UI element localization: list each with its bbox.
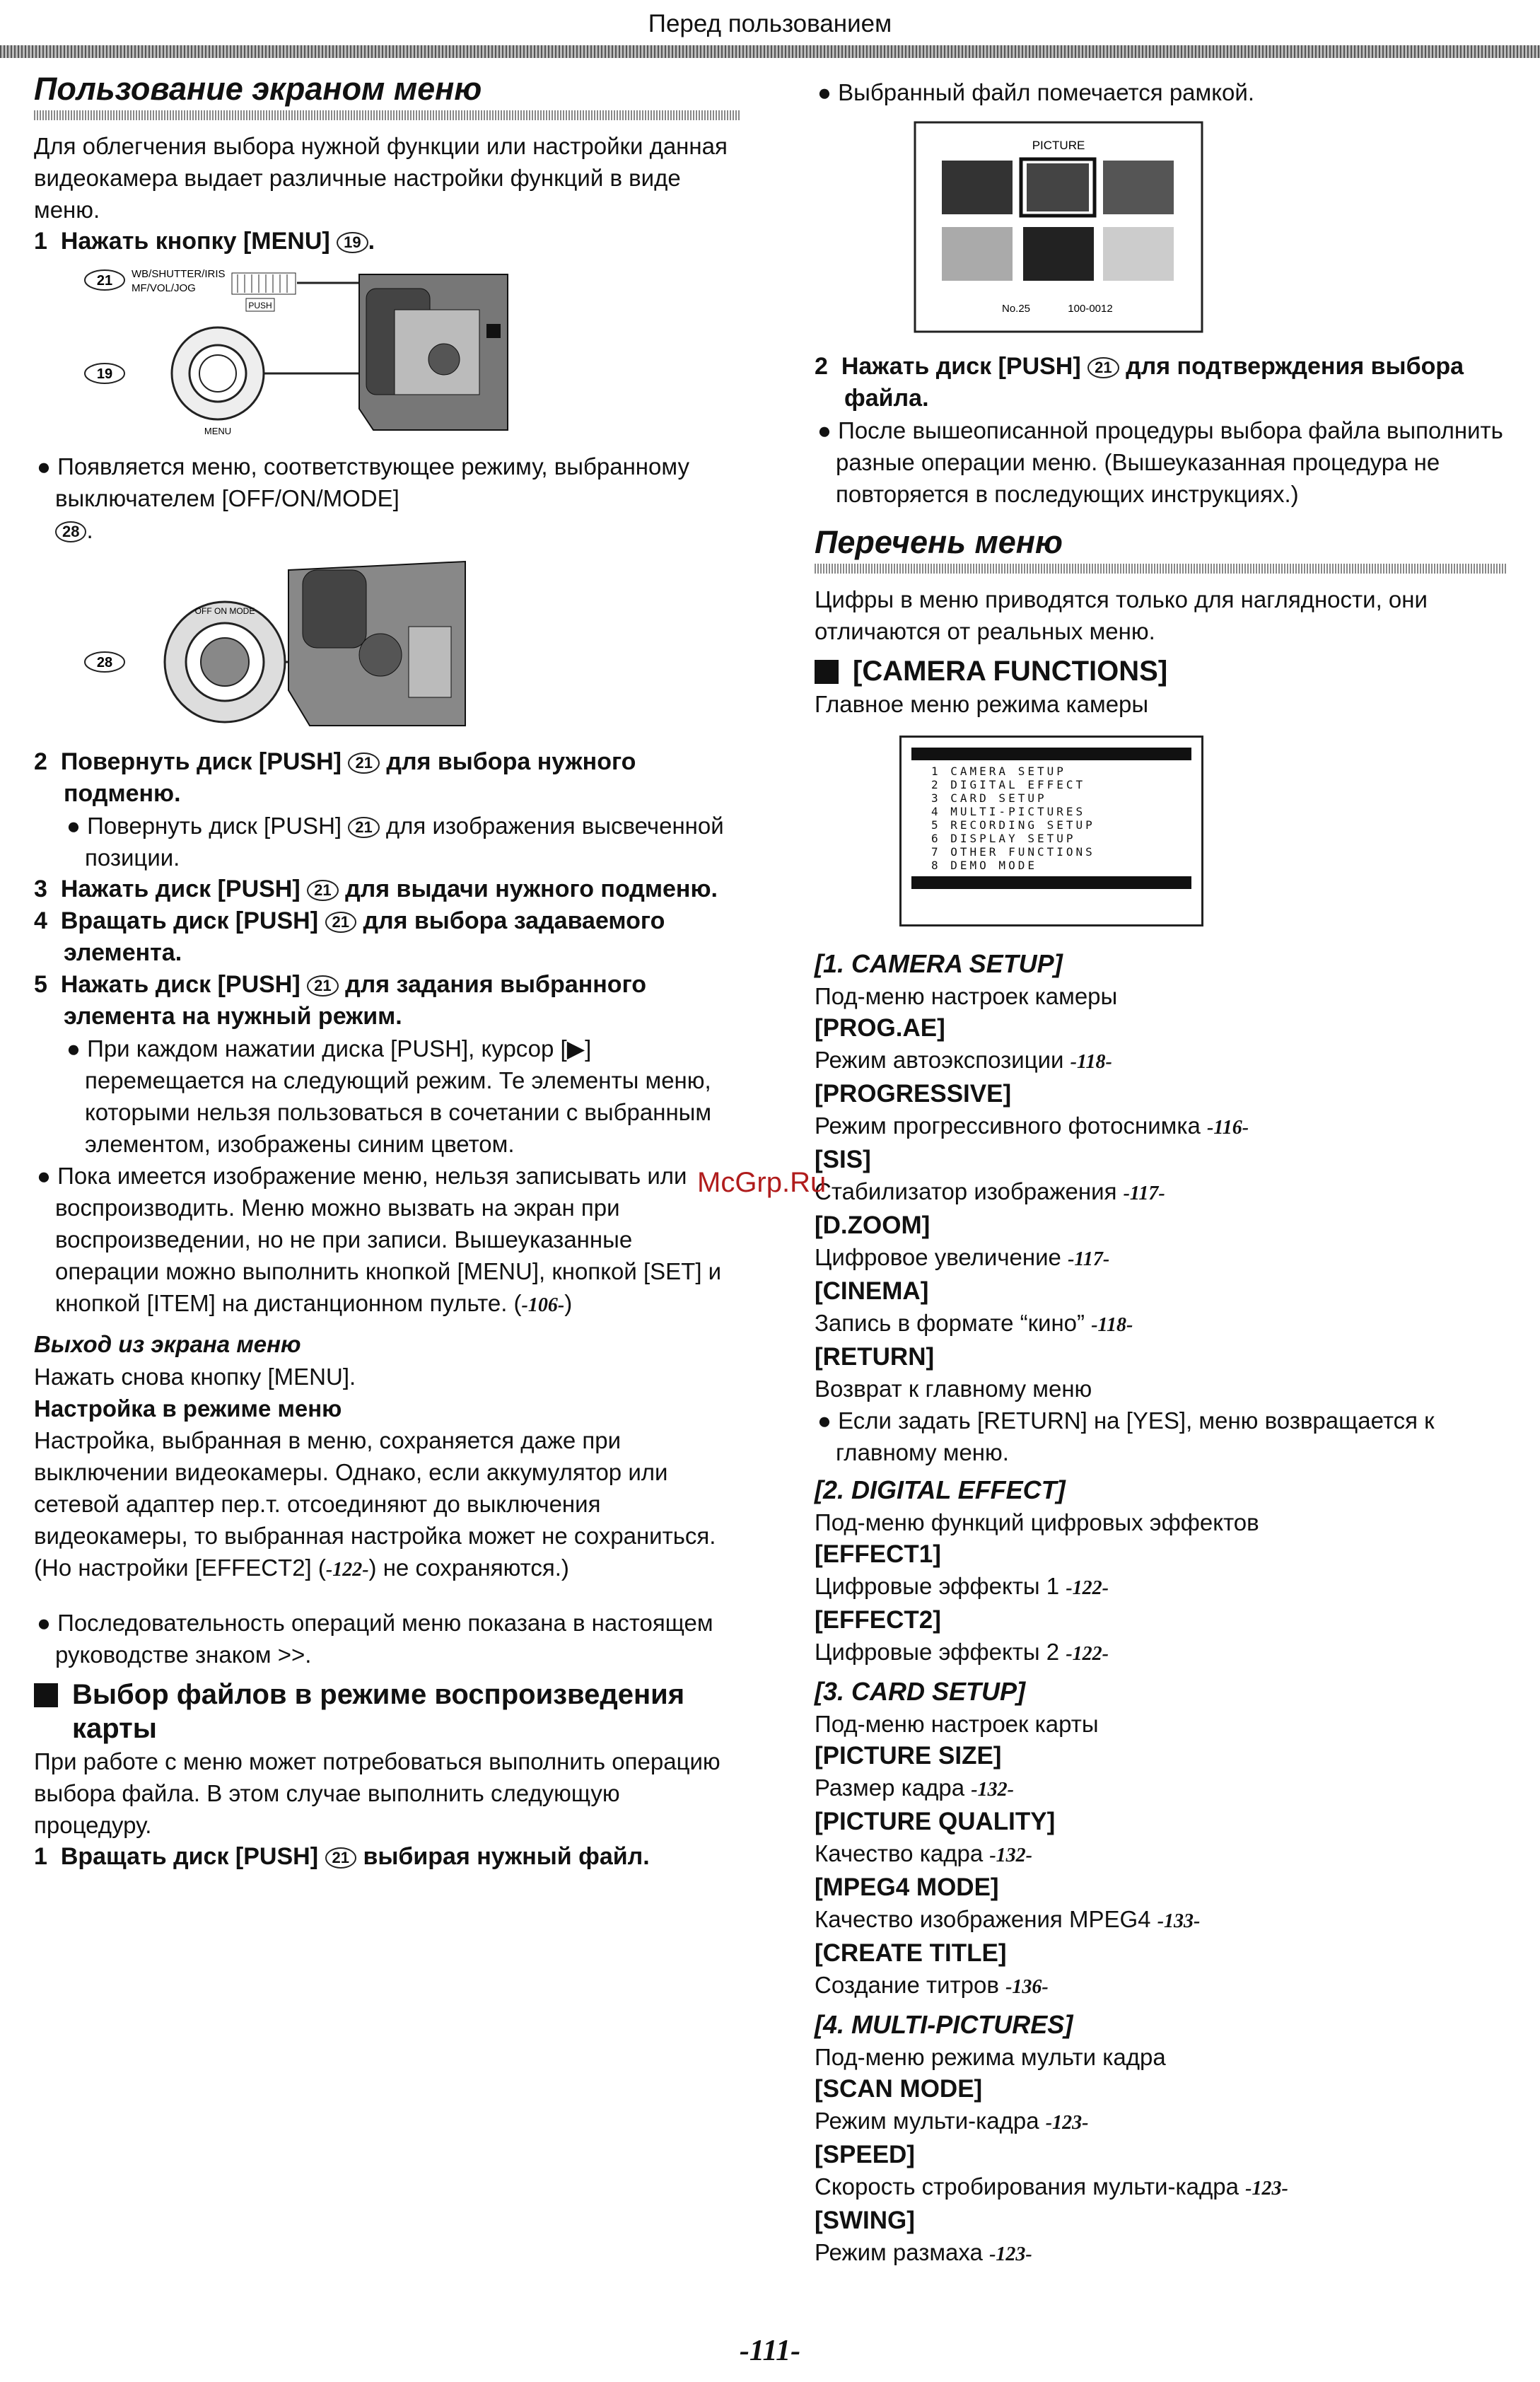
page-ref: -132- (989, 1844, 1032, 1866)
menu-item-desc: Возврат к главному меню (815, 1376, 1092, 1402)
camcorder-figure-2 (76, 556, 741, 736)
menu-item-name: [PROG.AE] (815, 1014, 945, 1042)
menu-screen-item: 6 DISPLAY SETUP (931, 832, 1076, 845)
step-3: 3 Нажать диск [PUSH] 21 для выдачи нужного подменю. (34, 876, 718, 902)
menu-screen-item: 5 RECORDING SETUP (931, 818, 1095, 832)
page-ref: -132- (971, 1779, 1014, 1801)
menu-section-desc: Под-меню режима мульти кадра (815, 2044, 1166, 2070)
menu-item-name: [SPEED] (815, 2141, 915, 2168)
setting-title: Настройка в режиме меню (34, 1395, 342, 1422)
step-5-bullet: ● При каждом нажатии диска [PUSH], курсор [▶] перемещается на следующий режим. Те элементы меню, которыми нельзя пользоваться в сочетании с выбранным элементом, изображены синим цветом. (66, 1035, 712, 1157)
menu-section-title: [2. DIGITAL EFFECT] (815, 1475, 1066, 1504)
right-step-2: 2 Нажать диск [PUSH] 21 для подтверждения выбора файла. (815, 353, 1464, 412)
menu-section-desc: Под-меню настроек камеры (815, 983, 1118, 1009)
picture-title: PICTURE (1032, 139, 1085, 152)
menu-section-note: ● Если задать [RETURN] на [YES], меню возвращается к главному меню. (817, 1407, 1435, 1465)
menu-section (815, 1474, 1507, 1670)
push-label: PUSH (248, 301, 272, 310)
menu-item-name: [MPEG4 MODE] (815, 1873, 999, 1901)
page-ref: -133- (1157, 1910, 1201, 1932)
title-underline (815, 564, 1507, 574)
menu-item-desc: Качество изображения MPEG4 -133- (815, 1906, 1201, 1932)
menu-screen-item: 2 DIGITAL EFFECT (931, 778, 1086, 791)
menu-item-desc: Режим прогрессивного фотоснимка -116- (815, 1112, 1249, 1139)
menu-item-name: [CINEMA] (815, 1277, 929, 1305)
mf-label: MF/VOL/JOG (132, 282, 196, 294)
picture-thumbnails (914, 121, 1203, 333)
menu-screen-item: 4 MULTI-PICTURES (931, 805, 1086, 818)
menu-item-desc: Скорость стробирования мульти-кадра -123- (815, 2173, 1288, 2200)
menu-item-name: [PROGRESSIVE] (815, 1080, 1012, 1108)
page-ref: -122- (1066, 1577, 1109, 1599)
menu-section-desc: Под-меню настроек карты (815, 1711, 1099, 1737)
page-ref: -116- (1207, 1117, 1249, 1139)
menu-section (815, 2009, 1507, 2270)
wb-label: WB/SHUTTER/IRIS (132, 268, 226, 280)
menu-sections (815, 948, 1507, 2270)
page-ref: -123- (989, 2243, 1032, 2265)
menu-label: MENU (204, 426, 232, 436)
step-5: 5 Нажать диск [PUSH] 21 для задания выбранного элемента на нужный режим. (34, 971, 647, 1030)
picture-file: 100-0012 (1068, 303, 1113, 315)
menu-item-name: [PICTURE SIZE] (815, 1742, 1002, 1770)
right-step-2-bullet: ● После вышеописанной процедуры выбора файла выполнить разные операции меню. (Вышеуказанная процедура не повторяется в последующих инструкциях.) (817, 417, 1503, 507)
menu-item-name: [CREATE TITLE] (815, 1939, 1007, 1967)
section-title-menu-list: Перечень меню (815, 524, 1063, 560)
label-21: 21 (96, 273, 113, 289)
page-number: -111- (739, 2335, 801, 2367)
menu-item-desc: Режим автоэкспозиции -118- (815, 1047, 1112, 1073)
picture-number: No.25 (1001, 303, 1031, 315)
setting-text: Настройка, выбранная в меню, сохраняется даже при выключении видеокамеры. Однако, если аккумулятор или сетевой адаптер пер.т. отсоединяют до выключения видеокамеры, то выбранная настройка может не сохраниться. (Но настройки [EFFECT2] (-122-) не сохраняются.) (34, 1427, 716, 1581)
menu-section-title: [4. MULTI-PICTURES] (815, 2010, 1073, 2039)
menu-screen-item: 1 CAMERA SETUP (931, 765, 1066, 778)
watermark: McGrp.Ru (697, 1167, 827, 1198)
menu-item-desc: Качество кадра -132- (815, 1840, 1032, 1866)
menu-item-name: [SCAN MODE] (815, 2075, 983, 2103)
mode-dial-text: OFF ON MODE (194, 606, 255, 616)
page-ref: -122- (1066, 1643, 1109, 1665)
menu-section (815, 1675, 1507, 2003)
camera-functions-title: [CAMERA FUNCTIONS] (815, 654, 1507, 688)
page-ref: -117- (1068, 1248, 1110, 1270)
camcorder-figure-1 (76, 267, 741, 441)
picture-figure (914, 121, 1507, 337)
ref-circle: 28 (55, 521, 86, 542)
menu-item-desc: Цифровые эффекты 2 -122- (815, 1639, 1109, 1665)
step-2-bullet: ● Повернуть диск [PUSH] 21 для изображения высвеченной позиции. (66, 813, 724, 871)
bullet-sequence: ● Последовательность операций меню показана в настоящем руководстве знаком >>. (37, 1610, 713, 1668)
page-ref: -136- (1005, 1976, 1049, 1998)
menu-item-name: [SWING] (815, 2207, 915, 2234)
list-intro: Цифры в меню приводятся только для наглядности, они отличаются от реальных меню. (815, 586, 1428, 644)
label-19: 19 (96, 366, 113, 382)
page-ref: -118- (1070, 1051, 1112, 1073)
menu-item-desc: Создание титров -136- (815, 1972, 1049, 1998)
page-ref: -123- (1045, 2112, 1089, 2134)
menu-section-desc: Под-меню функций цифровых эффектов (815, 1509, 1259, 1535)
menu-item-desc: Запись в формате “кино” -118- (815, 1310, 1133, 1336)
step-2: 2 Повернуть диск [PUSH] 21 для выбора нужного подменю. (34, 748, 636, 807)
file-section-title: Выбор файлов в режиме воспроизведения карты (34, 1678, 741, 1745)
page-ref: -123- (1245, 2178, 1288, 2200)
title-underline (34, 110, 741, 120)
menu-screen-item: 8 DEMO MODE (931, 859, 1037, 872)
file-step-1: 1 Вращать диск [PUSH] 21 выбирая нужный файл. (34, 1843, 650, 1870)
menu-item-name: [SIS] (815, 1146, 871, 1173)
menu-screen-item: 3 CARD SETUP (931, 791, 1047, 805)
menu-item-desc: Цифровое увеличение -117- (815, 1244, 1110, 1270)
menu-item-desc: Режим мульти-кадра -123- (815, 2108, 1089, 2134)
menu-section-title: [3. CARD SETUP] (815, 1677, 1026, 1706)
header-band (0, 45, 1540, 58)
page-ref: -117- (1123, 1183, 1165, 1204)
step-4: 4 Вращать диск [PUSH] 21 для выбора задаваемого элемента. (34, 907, 665, 966)
file-intro: При работе с меню может потребоваться выполнить операцию выбора файла. В этом случае выполнить следующую процедуру. (34, 1748, 721, 1838)
menu-item-name: [EFFECT1] (815, 1540, 941, 1568)
menu-item-desc: Размер кадра -132- (815, 1774, 1014, 1801)
menu-item-name: [PICTURE QUALITY] (815, 1808, 1056, 1835)
left-column (34, 71, 741, 1873)
menu-screen-list (911, 760, 1191, 876)
menu-item-desc: Режим размаха -123- (815, 2239, 1032, 2265)
menu-screen-figure (899, 736, 1507, 926)
menu-item-name: [RETURN] (815, 1343, 935, 1371)
bullet-file-frame: ● Выбранный файл помечается рамкой. (817, 79, 1254, 105)
menu-item-desc: Цифровые эффекты 1 -122- (815, 1573, 1109, 1599)
menu-screen-item: 7 OTHER FUNCTIONS (931, 845, 1095, 859)
intro-text: Для облегчения выбора нужной функции или настройки данная видеокамера выдает различные настройки функций в виде меню. (34, 133, 728, 223)
camcorder-menu-illustration (76, 267, 515, 437)
camera-functions-sub: Главное меню режима камеры (815, 691, 1149, 717)
bullet-menu-appears: ● Появляется меню, соответствующее режиму, выбранному выключателем [OFF/ON/MODE] 28 . (37, 453, 689, 543)
right-column (815, 76, 1507, 2276)
bullet-menu-recording: ● Пока имеется изображение меню, нельзя записывать или воспроизводить. Меню можно вызвать на экран при воспроизведении, но не при записи. Вышеуказанные операции можно выполнить кнопкой [MENU], кнопкой [SET] и кнопкой [ITEM] на дистанционном пульте. (-106-) (37, 1163, 722, 1316)
page-ref: -118- (1091, 1314, 1133, 1336)
label-28: 28 (96, 655, 113, 670)
menu-section-title: [1. CAMERA SETUP] (815, 949, 1063, 978)
exit-title: Выход из экрана меню (34, 1331, 301, 1357)
mode-dial-illustration (76, 556, 472, 733)
menu-item-name: [D.ZOOM] (815, 1212, 931, 1239)
ref-circle: 19 (337, 232, 368, 253)
menu-section (815, 948, 1507, 1468)
menu-item-desc: Стабилизатор изображения -117- (815, 1178, 1165, 1204)
section-title-menu-screen: Пользование экраном меню (34, 71, 482, 107)
step-1: 1 Нажать кнопку [MENU] 19 . (34, 228, 375, 255)
menu-item-name: [EFFECT2] (815, 1606, 941, 1634)
exit-text: Нажать снова кнопку [MENU]. (34, 1364, 356, 1390)
page-header: Перед пользованием (648, 10, 892, 37)
